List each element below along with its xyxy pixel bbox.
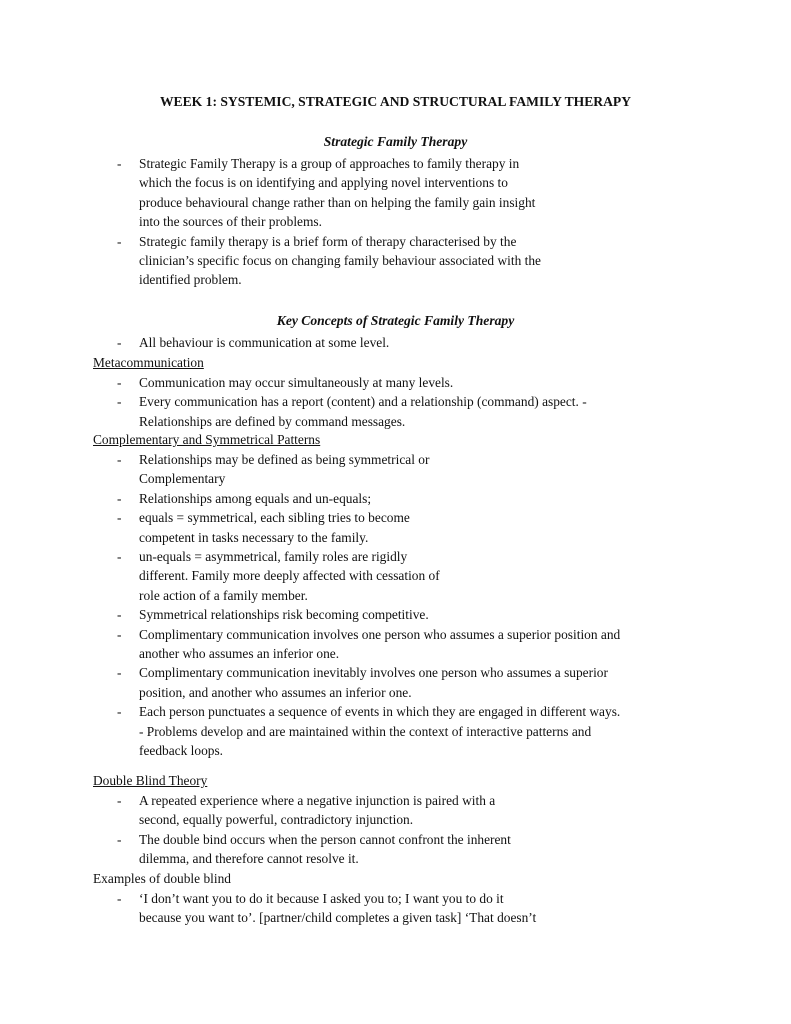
list-complementary-symmetrical-patterns xyxy=(0,450,791,761)
list-item xyxy=(0,605,791,624)
list-item-line: - Relationships may be defined as being symmetrical or xyxy=(139,452,430,467)
list-item-line: into the sources of their problems. xyxy=(139,214,322,230)
list-item-line: - Complimentary communication involves one person who assumes a superior position and xyxy=(139,626,621,642)
list-item-line: - Strategic family therapy is a brief form of therapy characterised by the xyxy=(139,233,517,249)
list-item-line: feedback loops. xyxy=(139,743,224,759)
list-item-line: - All behaviour is communication at some level. xyxy=(139,335,390,350)
list-metacommunication xyxy=(0,373,791,431)
section-heading-key-concepts: Key Concepts of Strategic Family Therapy xyxy=(276,313,515,328)
list-item-line: - un-equals = asymmetrical, family roles are rigidly xyxy=(139,549,408,565)
list-item-line: because you want to’. [partner/child completes a given task] ‘That doesn’t xyxy=(139,910,537,926)
list-item-line: - Problems develop and are maintained within the context of interactive patterns and xyxy=(139,723,592,739)
list-item-line: - The double bind occurs when the person cannot confront the inherent xyxy=(139,831,511,847)
list-item xyxy=(0,508,791,547)
list-item xyxy=(0,830,791,869)
list-key-concepts xyxy=(0,333,791,352)
list-item xyxy=(0,663,791,702)
heading-complementary-symmetrical-patterns: Complementary and Symmetrical Patterns xyxy=(93,432,321,447)
section-heading-strategic-family-therapy: Strategic Family Therapy xyxy=(323,134,468,149)
list-item xyxy=(0,154,791,232)
list-examples-of-double-blind xyxy=(0,889,791,928)
list-item xyxy=(0,791,791,830)
list-item-line: dilemma, and therefore cannot resolve it. xyxy=(139,851,359,867)
list-item-line: - Each person punctuates a sequence of events in which they are engaged in different ways. xyxy=(139,704,621,720)
list-item-line: position, and another who assumes an inferior one. xyxy=(139,684,412,700)
list-item-line: competent in tasks necessary to the family. xyxy=(139,529,369,545)
list-item-line: - equals = symmetrical, each sibling tries to become xyxy=(139,510,410,526)
document-title: WEEK 1: SYSTEMIC, STRATEGIC AND STRUCTURAL FAMILY THERAPY xyxy=(159,94,632,109)
list-item-line: - Strategic Family Therapy is a group of approaches to family therapy in xyxy=(139,156,520,171)
list-item-line: - A repeated experience where a negative injunction is paired with a xyxy=(139,793,496,808)
list-item-line: which the focus is on identifying and applying novel interventions to xyxy=(139,175,508,191)
list-item-line: - Every communication has a report (content) and a relationship (command) aspect. - xyxy=(139,394,587,410)
list-item-line: clinician’s specific focus on changing family behaviour associated with the xyxy=(139,253,541,269)
heading-metacommunication: Metacommunication xyxy=(93,355,204,370)
list-item-line: Relationships are defined by command messages. xyxy=(139,413,406,429)
heading-double-blind-theory: Double Blind Theory xyxy=(93,773,208,788)
list-item-line: identified problem. xyxy=(139,272,242,288)
list-item-line: - Complimentary communication inevitably involves one person who assumes a superior xyxy=(139,665,608,681)
list-item xyxy=(0,373,791,392)
list-item-line: Complementary xyxy=(139,471,226,487)
list-item-line: - Relationships among equals and un-equals; xyxy=(139,490,372,506)
list-item xyxy=(0,333,791,352)
list-item xyxy=(0,232,791,290)
list-item xyxy=(0,489,791,508)
list-item-line: produce behavioural change rather than on helping the family gain insight xyxy=(139,194,536,210)
list-item-line: - Symmetrical relationships risk becoming competitive. xyxy=(139,607,429,623)
list-item-line: second, equally powerful, contradictory injunction. xyxy=(139,812,414,828)
list-item xyxy=(0,450,791,489)
list-item xyxy=(0,625,791,664)
list-strategic-family-therapy xyxy=(0,154,791,290)
list-item xyxy=(0,392,791,431)
list-item-line: role action of a family member. xyxy=(139,587,308,603)
list-item-line: - Communication may occur simultaneously at many levels. xyxy=(139,375,454,390)
heading-examples-of-double-blind: Examples of double blind xyxy=(93,871,231,886)
list-item xyxy=(0,702,791,760)
list-item-line: - ‘I don’t want you to do it because I asked you to; I want you to do it xyxy=(139,891,504,906)
list-item-line: different. Family more deeply affected with cessation of xyxy=(139,568,440,584)
list-item xyxy=(0,547,791,605)
list-item-line: another who assumes an inferior one. xyxy=(139,646,340,662)
list-item xyxy=(0,889,791,928)
list-double-blind-theory xyxy=(0,791,791,869)
